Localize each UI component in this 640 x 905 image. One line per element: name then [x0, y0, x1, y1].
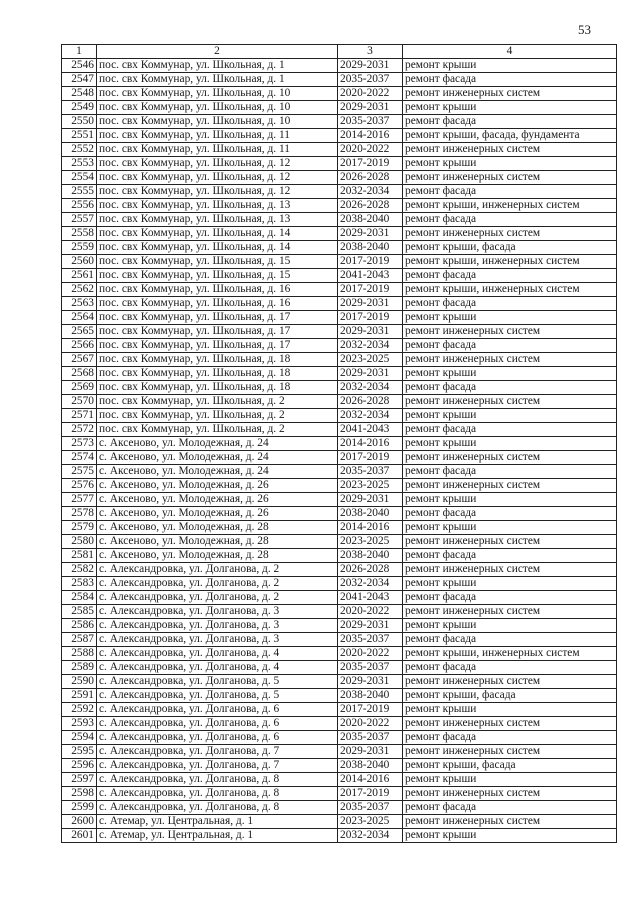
row-number-cell: 2599: [62, 801, 97, 815]
address-cell: пос. свх Коммунар, ул. Школьная, д. 2: [97, 409, 338, 423]
table-row: [62, 717, 617, 731]
period-cell: 2038-2040: [338, 507, 403, 521]
table-row: [62, 675, 617, 689]
address-cell: с. Александровка, ул. Долганова, д. 6: [97, 717, 338, 731]
work-type-cell: ремонт крыши: [403, 493, 617, 507]
row-number-cell: 2580: [62, 535, 97, 549]
period-cell: 2032-2034: [338, 577, 403, 591]
period-cell: 2041-2043: [338, 591, 403, 605]
work-type-cell: ремонт инженерных систем: [403, 171, 617, 185]
address-cell: пос. свх Коммунар, ул. Школьная, д. 15: [97, 255, 338, 269]
address-cell: пос. свх Коммунар, ул. Школьная, д. 2: [97, 423, 338, 437]
work-type-cell: ремонт крыши, инженерных систем: [403, 199, 617, 213]
table-row: [62, 451, 617, 465]
work-type-cell: ремонт крыши: [403, 157, 617, 171]
table-row: [62, 479, 617, 493]
work-type-cell: ремонт инженерных систем: [403, 815, 617, 829]
work-type-cell: ремонт фасада: [403, 661, 617, 675]
period-cell: 2014-2016: [338, 129, 403, 143]
work-type-cell: ремонт инженерных систем: [403, 395, 617, 409]
work-type-cell: ремонт крыши: [403, 437, 617, 451]
row-number-cell: 2549: [62, 101, 97, 115]
table-row: [62, 633, 617, 647]
table-row: [62, 577, 617, 591]
work-type-cell: ремонт фасада: [403, 801, 617, 815]
table-row: [62, 773, 617, 787]
address-cell: пос. свх Коммунар, ул. Школьная, д. 18: [97, 353, 338, 367]
row-number-cell: 2590: [62, 675, 97, 689]
address-cell: пос. свх Коммунар, ул. Школьная, д. 2: [97, 395, 338, 409]
table-row: [62, 535, 617, 549]
row-number-cell: 2551: [62, 129, 97, 143]
row-number-cell: 2600: [62, 815, 97, 829]
row-number-cell: 2593: [62, 717, 97, 731]
period-cell: 2029-2031: [338, 325, 403, 339]
work-type-cell: ремонт крыши, фасада: [403, 689, 617, 703]
row-number-cell: 2601: [62, 829, 97, 843]
table-row: [62, 353, 617, 367]
address-cell: пос. свх Коммунар, ул. Школьная, д. 17: [97, 339, 338, 353]
work-type-cell: ремонт фасада: [403, 549, 617, 563]
address-cell: с. Александровка, ул. Долганова, д. 2: [97, 577, 338, 591]
row-number-cell: 2579: [62, 521, 97, 535]
row-number-cell: 2570: [62, 395, 97, 409]
address-cell: пос. свх Коммунар, ул. Школьная, д. 12: [97, 171, 338, 185]
row-number-cell: 2547: [62, 73, 97, 87]
address-cell: пос. свх Коммунар, ул. Школьная, д. 11: [97, 129, 338, 143]
period-cell: 2017-2019: [338, 157, 403, 171]
address-cell: с. Александровка, ул. Долганова, д. 8: [97, 801, 338, 815]
period-cell: 2035-2037: [338, 465, 403, 479]
table-row: [62, 283, 617, 297]
work-type-cell: ремонт фасада: [403, 115, 617, 129]
work-type-cell: ремонт крыши, инженерных систем: [403, 255, 617, 269]
period-cell: 2032-2034: [338, 381, 403, 395]
row-number-cell: 2565: [62, 325, 97, 339]
period-cell: 2038-2040: [338, 689, 403, 703]
row-number-cell: 2575: [62, 465, 97, 479]
work-type-cell: ремонт фасада: [403, 423, 617, 437]
period-cell: 2029-2031: [338, 227, 403, 241]
table-row: [62, 115, 617, 129]
work-type-cell: ремонт инженерных систем: [403, 675, 617, 689]
table-row: [62, 157, 617, 171]
row-number-cell: 2594: [62, 731, 97, 745]
table-row: [62, 325, 617, 339]
column-header-period: 3: [338, 45, 403, 59]
table-row: [62, 199, 617, 213]
row-number-cell: 2576: [62, 479, 97, 493]
address-cell: пос. свх Коммунар, ул. Школьная, д. 16: [97, 297, 338, 311]
table-row: [62, 493, 617, 507]
work-type-cell: ремонт инженерных систем: [403, 745, 617, 759]
address-cell: пос. свх Коммунар, ул. Школьная, д. 17: [97, 325, 338, 339]
column-header-work-type: 4: [403, 45, 617, 59]
work-type-cell: ремонт фасада: [403, 185, 617, 199]
row-number-cell: 2597: [62, 773, 97, 787]
period-cell: 2035-2037: [338, 73, 403, 87]
table-row: [62, 185, 617, 199]
table-row: [62, 423, 617, 437]
address-cell: с. Атемар, ул. Центральная, д. 1: [97, 815, 338, 829]
row-number-cell: 2555: [62, 185, 97, 199]
address-cell: с. Аксеново, ул. Молодежная, д. 28: [97, 535, 338, 549]
table-row: [62, 409, 617, 423]
work-type-cell: ремонт крыши: [403, 311, 617, 325]
table-row: [62, 255, 617, 269]
table-header-row: [62, 45, 617, 59]
period-cell: 2038-2040: [338, 241, 403, 255]
address-cell: с. Александровка, ул. Долганова, д. 2: [97, 563, 338, 577]
row-number-cell: 2554: [62, 171, 97, 185]
work-type-cell: ремонт крыши: [403, 773, 617, 787]
row-number-cell: 2598: [62, 787, 97, 801]
row-number-cell: 2588: [62, 647, 97, 661]
work-type-cell: ремонт инженерных систем: [403, 717, 617, 731]
address-cell: пос. свх Коммунар, ул. Школьная, д. 10: [97, 115, 338, 129]
work-type-cell: ремонт фасада: [403, 507, 617, 521]
row-number-cell: 2586: [62, 619, 97, 633]
work-type-cell: ремонт инженерных систем: [403, 353, 617, 367]
address-cell: пос. свх Коммунар, ул. Школьная, д. 15: [97, 269, 338, 283]
period-cell: 2029-2031: [338, 101, 403, 115]
address-cell: с. Аксеново, ул. Молодежная, д. 24: [97, 451, 338, 465]
row-number-cell: 2583: [62, 577, 97, 591]
work-type-cell: ремонт крыши: [403, 409, 617, 423]
table-body: [62, 59, 617, 843]
row-number-cell: 2581: [62, 549, 97, 563]
row-number-cell: 2591: [62, 689, 97, 703]
period-cell: 2029-2031: [338, 619, 403, 633]
period-cell: 2017-2019: [338, 451, 403, 465]
work-type-cell: ремонт инженерных систем: [403, 325, 617, 339]
work-type-cell: ремонт фасада: [403, 381, 617, 395]
row-number-cell: 2566: [62, 339, 97, 353]
address-cell: с. Аксеново, ул. Молодежная, д. 24: [97, 437, 338, 451]
address-cell: с. Александровка, ул. Долганова, д. 3: [97, 619, 338, 633]
address-cell: с. Александровка, ул. Долганова, д. 3: [97, 633, 338, 647]
address-cell: пос. свх Коммунар, ул. Школьная, д. 1: [97, 73, 338, 87]
period-cell: 2026-2028: [338, 563, 403, 577]
table-row: [62, 339, 617, 353]
row-number-cell: 2548: [62, 87, 97, 101]
address-cell: пос. свх Коммунар, ул. Школьная, д. 12: [97, 185, 338, 199]
period-cell: 2032-2034: [338, 185, 403, 199]
row-number-cell: 2553: [62, 157, 97, 171]
address-cell: пос. свх Коммунар, ул. Школьная, д. 10: [97, 101, 338, 115]
table-row: [62, 101, 617, 115]
address-cell: с. Аксеново, ул. Молодежная, д. 26: [97, 507, 338, 521]
work-type-cell: ремонт инженерных систем: [403, 227, 617, 241]
table-row: [62, 661, 617, 675]
table-row: [62, 311, 617, 325]
period-cell: 2017-2019: [338, 311, 403, 325]
row-number-cell: 2572: [62, 423, 97, 437]
period-cell: 2038-2040: [338, 549, 403, 563]
table-row: [62, 549, 617, 563]
page-number: 53: [578, 22, 591, 37]
period-cell: 2038-2040: [338, 213, 403, 227]
row-number-cell: 2562: [62, 283, 97, 297]
table-row: [62, 787, 617, 801]
row-number-cell: 2560: [62, 255, 97, 269]
table-row: [62, 591, 617, 605]
address-cell: с. Аксеново, ул. Молодежная, д. 26: [97, 479, 338, 493]
address-cell: с. Александровка, ул. Долганова, д. 4: [97, 661, 338, 675]
row-number-cell: 2557: [62, 213, 97, 227]
work-type-cell: ремонт крыши: [403, 703, 617, 717]
table-row: [62, 703, 617, 717]
period-cell: 2029-2031: [338, 59, 403, 73]
work-type-cell: ремонт инженерных систем: [403, 87, 617, 101]
table-row: [62, 829, 617, 843]
repair-schedule-table: [61, 44, 617, 843]
row-number-cell: 2568: [62, 367, 97, 381]
column-header-number: 1: [62, 45, 97, 59]
table-row: [62, 563, 617, 577]
table-row: [62, 815, 617, 829]
period-cell: 2038-2040: [338, 759, 403, 773]
work-type-cell: ремонт фасада: [403, 633, 617, 647]
table-row: [62, 129, 617, 143]
address-cell: пос. свх Коммунар, ул. Школьная, д. 14: [97, 241, 338, 255]
row-number-cell: 2552: [62, 143, 97, 157]
row-number-cell: 2574: [62, 451, 97, 465]
period-cell: 2023-2025: [338, 535, 403, 549]
period-cell: 2029-2031: [338, 297, 403, 311]
work-type-cell: ремонт крыши: [403, 619, 617, 633]
table-row: [62, 227, 617, 241]
period-cell: 2014-2016: [338, 521, 403, 535]
row-number-cell: 2563: [62, 297, 97, 311]
row-number-cell: 2592: [62, 703, 97, 717]
work-type-cell: ремонт фасада: [403, 339, 617, 353]
period-cell: 2014-2016: [338, 437, 403, 451]
address-cell: с. Александровка, ул. Долганова, д. 8: [97, 787, 338, 801]
work-type-cell: ремонт инженерных систем: [403, 535, 617, 549]
table-row: [62, 801, 617, 815]
work-type-cell: ремонт крыши: [403, 101, 617, 115]
row-number-cell: 2569: [62, 381, 97, 395]
row-number-cell: 2567: [62, 353, 97, 367]
table-row: [62, 171, 617, 185]
period-cell: 2020-2022: [338, 605, 403, 619]
table-row: [62, 381, 617, 395]
address-cell: пос. свх Коммунар, ул. Школьная, д. 13: [97, 199, 338, 213]
row-number-cell: 2564: [62, 311, 97, 325]
address-cell: с. Александровка, ул. Долганова, д. 5: [97, 675, 338, 689]
work-type-cell: ремонт фасада: [403, 73, 617, 87]
table-row: [62, 745, 617, 759]
table-row: [62, 689, 617, 703]
work-type-cell: ремонт крыши, инженерных систем: [403, 647, 617, 661]
work-type-cell: ремонт фасада: [403, 465, 617, 479]
table-row: [62, 759, 617, 773]
work-type-cell: ремонт фасада: [403, 213, 617, 227]
address-cell: пос. свх Коммунар, ул. Школьная, д. 10: [97, 87, 338, 101]
row-number-cell: 2582: [62, 563, 97, 577]
period-cell: 2017-2019: [338, 703, 403, 717]
address-cell: с. Аксеново, ул. Молодежная, д. 26: [97, 493, 338, 507]
address-cell: с. Александровка, ул. Долганова, д. 5: [97, 689, 338, 703]
address-cell: с. Аксеново, ул. Молодежная, д. 28: [97, 549, 338, 563]
row-number-cell: 2561: [62, 269, 97, 283]
address-cell: с. Аксеново, ул. Молодежная, д. 28: [97, 521, 338, 535]
period-cell: 2020-2022: [338, 143, 403, 157]
address-cell: с. Александровка, ул. Долганова, д. 8: [97, 773, 338, 787]
period-cell: 2032-2034: [338, 339, 403, 353]
table-row: [62, 143, 617, 157]
table-row: [62, 619, 617, 633]
address-cell: пос. свх Коммунар, ул. Школьная, д. 13: [97, 213, 338, 227]
table-row: [62, 241, 617, 255]
work-type-cell: ремонт инженерных систем: [403, 451, 617, 465]
work-type-cell: ремонт инженерных систем: [403, 787, 617, 801]
work-type-cell: ремонт фасада: [403, 591, 617, 605]
period-cell: 2017-2019: [338, 255, 403, 269]
address-cell: с. Аксеново, ул. Молодежная, д. 24: [97, 465, 338, 479]
period-cell: 2026-2028: [338, 171, 403, 185]
period-cell: 2035-2037: [338, 731, 403, 745]
table-row: [62, 87, 617, 101]
row-number-cell: 2596: [62, 759, 97, 773]
row-number-cell: 2550: [62, 115, 97, 129]
row-number-cell: 2587: [62, 633, 97, 647]
period-cell: 2029-2031: [338, 493, 403, 507]
period-cell: 2017-2019: [338, 787, 403, 801]
address-cell: пос. свх Коммунар, ул. Школьная, д. 18: [97, 367, 338, 381]
period-cell: 2035-2037: [338, 633, 403, 647]
period-cell: 2023-2025: [338, 815, 403, 829]
row-number-cell: 2578: [62, 507, 97, 521]
address-cell: пос. свх Коммунар, ул. Школьная, д. 14: [97, 227, 338, 241]
address-cell: пос. свх Коммунар, ул. Школьная, д. 18: [97, 381, 338, 395]
period-cell: 2032-2034: [338, 829, 403, 843]
work-type-cell: ремонт крыши, фасада, фундамента: [403, 129, 617, 143]
row-number-cell: 2589: [62, 661, 97, 675]
table-row: [62, 213, 617, 227]
address-cell: с. Александровка, ул. Долганова, д. 7: [97, 759, 338, 773]
row-number-cell: 2595: [62, 745, 97, 759]
period-cell: 2026-2028: [338, 199, 403, 213]
row-number-cell: 2556: [62, 199, 97, 213]
work-type-cell: ремонт инженерных систем: [403, 605, 617, 619]
work-type-cell: ремонт фасада: [403, 731, 617, 745]
period-cell: 2032-2034: [338, 409, 403, 423]
address-cell: с. Александровка, ул. Долганова, д. 2: [97, 591, 338, 605]
table-row: [62, 297, 617, 311]
address-cell: пос. свх Коммунар, ул. Школьная, д. 1: [97, 59, 338, 73]
table-row: [62, 437, 617, 451]
period-cell: 2014-2016: [338, 773, 403, 787]
work-type-cell: ремонт крыши: [403, 577, 617, 591]
period-cell: 2041-2043: [338, 423, 403, 437]
work-type-cell: ремонт инженерных систем: [403, 479, 617, 493]
period-cell: 2017-2019: [338, 283, 403, 297]
table-row: [62, 59, 617, 73]
address-cell: с. Александровка, ул. Долганова, д. 7: [97, 745, 338, 759]
address-cell: пос. свх Коммунар, ул. Школьная, д. 11: [97, 143, 338, 157]
address-cell: пос. свх Коммунар, ул. Школьная, д. 16: [97, 283, 338, 297]
table-row: [62, 507, 617, 521]
period-cell: 2035-2037: [338, 115, 403, 129]
table-row: [62, 605, 617, 619]
work-type-cell: ремонт фасада: [403, 297, 617, 311]
work-type-cell: ремонт инженерных систем: [403, 143, 617, 157]
address-cell: с. Александровка, ул. Долганова, д. 3: [97, 605, 338, 619]
period-cell: 2026-2028: [338, 395, 403, 409]
work-type-cell: ремонт крыши: [403, 59, 617, 73]
work-type-cell: ремонт крыши, фасада: [403, 241, 617, 255]
table-row: [62, 395, 617, 409]
row-number-cell: 2558: [62, 227, 97, 241]
address-cell: пос. свх Коммунар, ул. Школьная, д. 12: [97, 157, 338, 171]
period-cell: 2041-2043: [338, 269, 403, 283]
period-cell: 2020-2022: [338, 717, 403, 731]
row-number-cell: 2573: [62, 437, 97, 451]
work-type-cell: ремонт крыши: [403, 521, 617, 535]
row-number-cell: 2546: [62, 59, 97, 73]
work-type-cell: ремонт крыши, инженерных систем: [403, 283, 617, 297]
table-row: [62, 367, 617, 381]
work-type-cell: ремонт крыши: [403, 367, 617, 381]
column-header-address: 2: [97, 45, 338, 59]
address-cell: с. Александровка, ул. Долганова, д. 6: [97, 703, 338, 717]
work-type-cell: ремонт фасада: [403, 269, 617, 283]
table-row: [62, 647, 617, 661]
period-cell: 2029-2031: [338, 367, 403, 381]
row-number-cell: 2584: [62, 591, 97, 605]
work-type-cell: ремонт крыши, фасада: [403, 759, 617, 773]
address-cell: пос. свх Коммунар, ул. Школьная, д. 17: [97, 311, 338, 325]
row-number-cell: 2571: [62, 409, 97, 423]
period-cell: 2035-2037: [338, 661, 403, 675]
period-cell: 2020-2022: [338, 647, 403, 661]
table-row: [62, 521, 617, 535]
period-cell: 2023-2025: [338, 479, 403, 493]
row-number-cell: 2559: [62, 241, 97, 255]
address-cell: с. Александровка, ул. Долганова, д. 4: [97, 647, 338, 661]
table-row: [62, 269, 617, 283]
period-cell: 2020-2022: [338, 87, 403, 101]
table-row: [62, 465, 617, 479]
work-type-cell: ремонт крыши: [403, 829, 617, 843]
period-cell: 2029-2031: [338, 745, 403, 759]
period-cell: 2029-2031: [338, 675, 403, 689]
row-number-cell: 2577: [62, 493, 97, 507]
address-cell: с. Александровка, ул. Долганова, д. 6: [97, 731, 338, 745]
work-type-cell: ремонт инженерных систем: [403, 563, 617, 577]
table-row: [62, 73, 617, 87]
address-cell: с. Атемар, ул. Центральная, д. 1: [97, 829, 338, 843]
period-cell: 2035-2037: [338, 801, 403, 815]
table-row: [62, 731, 617, 745]
row-number-cell: 2585: [62, 605, 97, 619]
period-cell: 2023-2025: [338, 353, 403, 367]
